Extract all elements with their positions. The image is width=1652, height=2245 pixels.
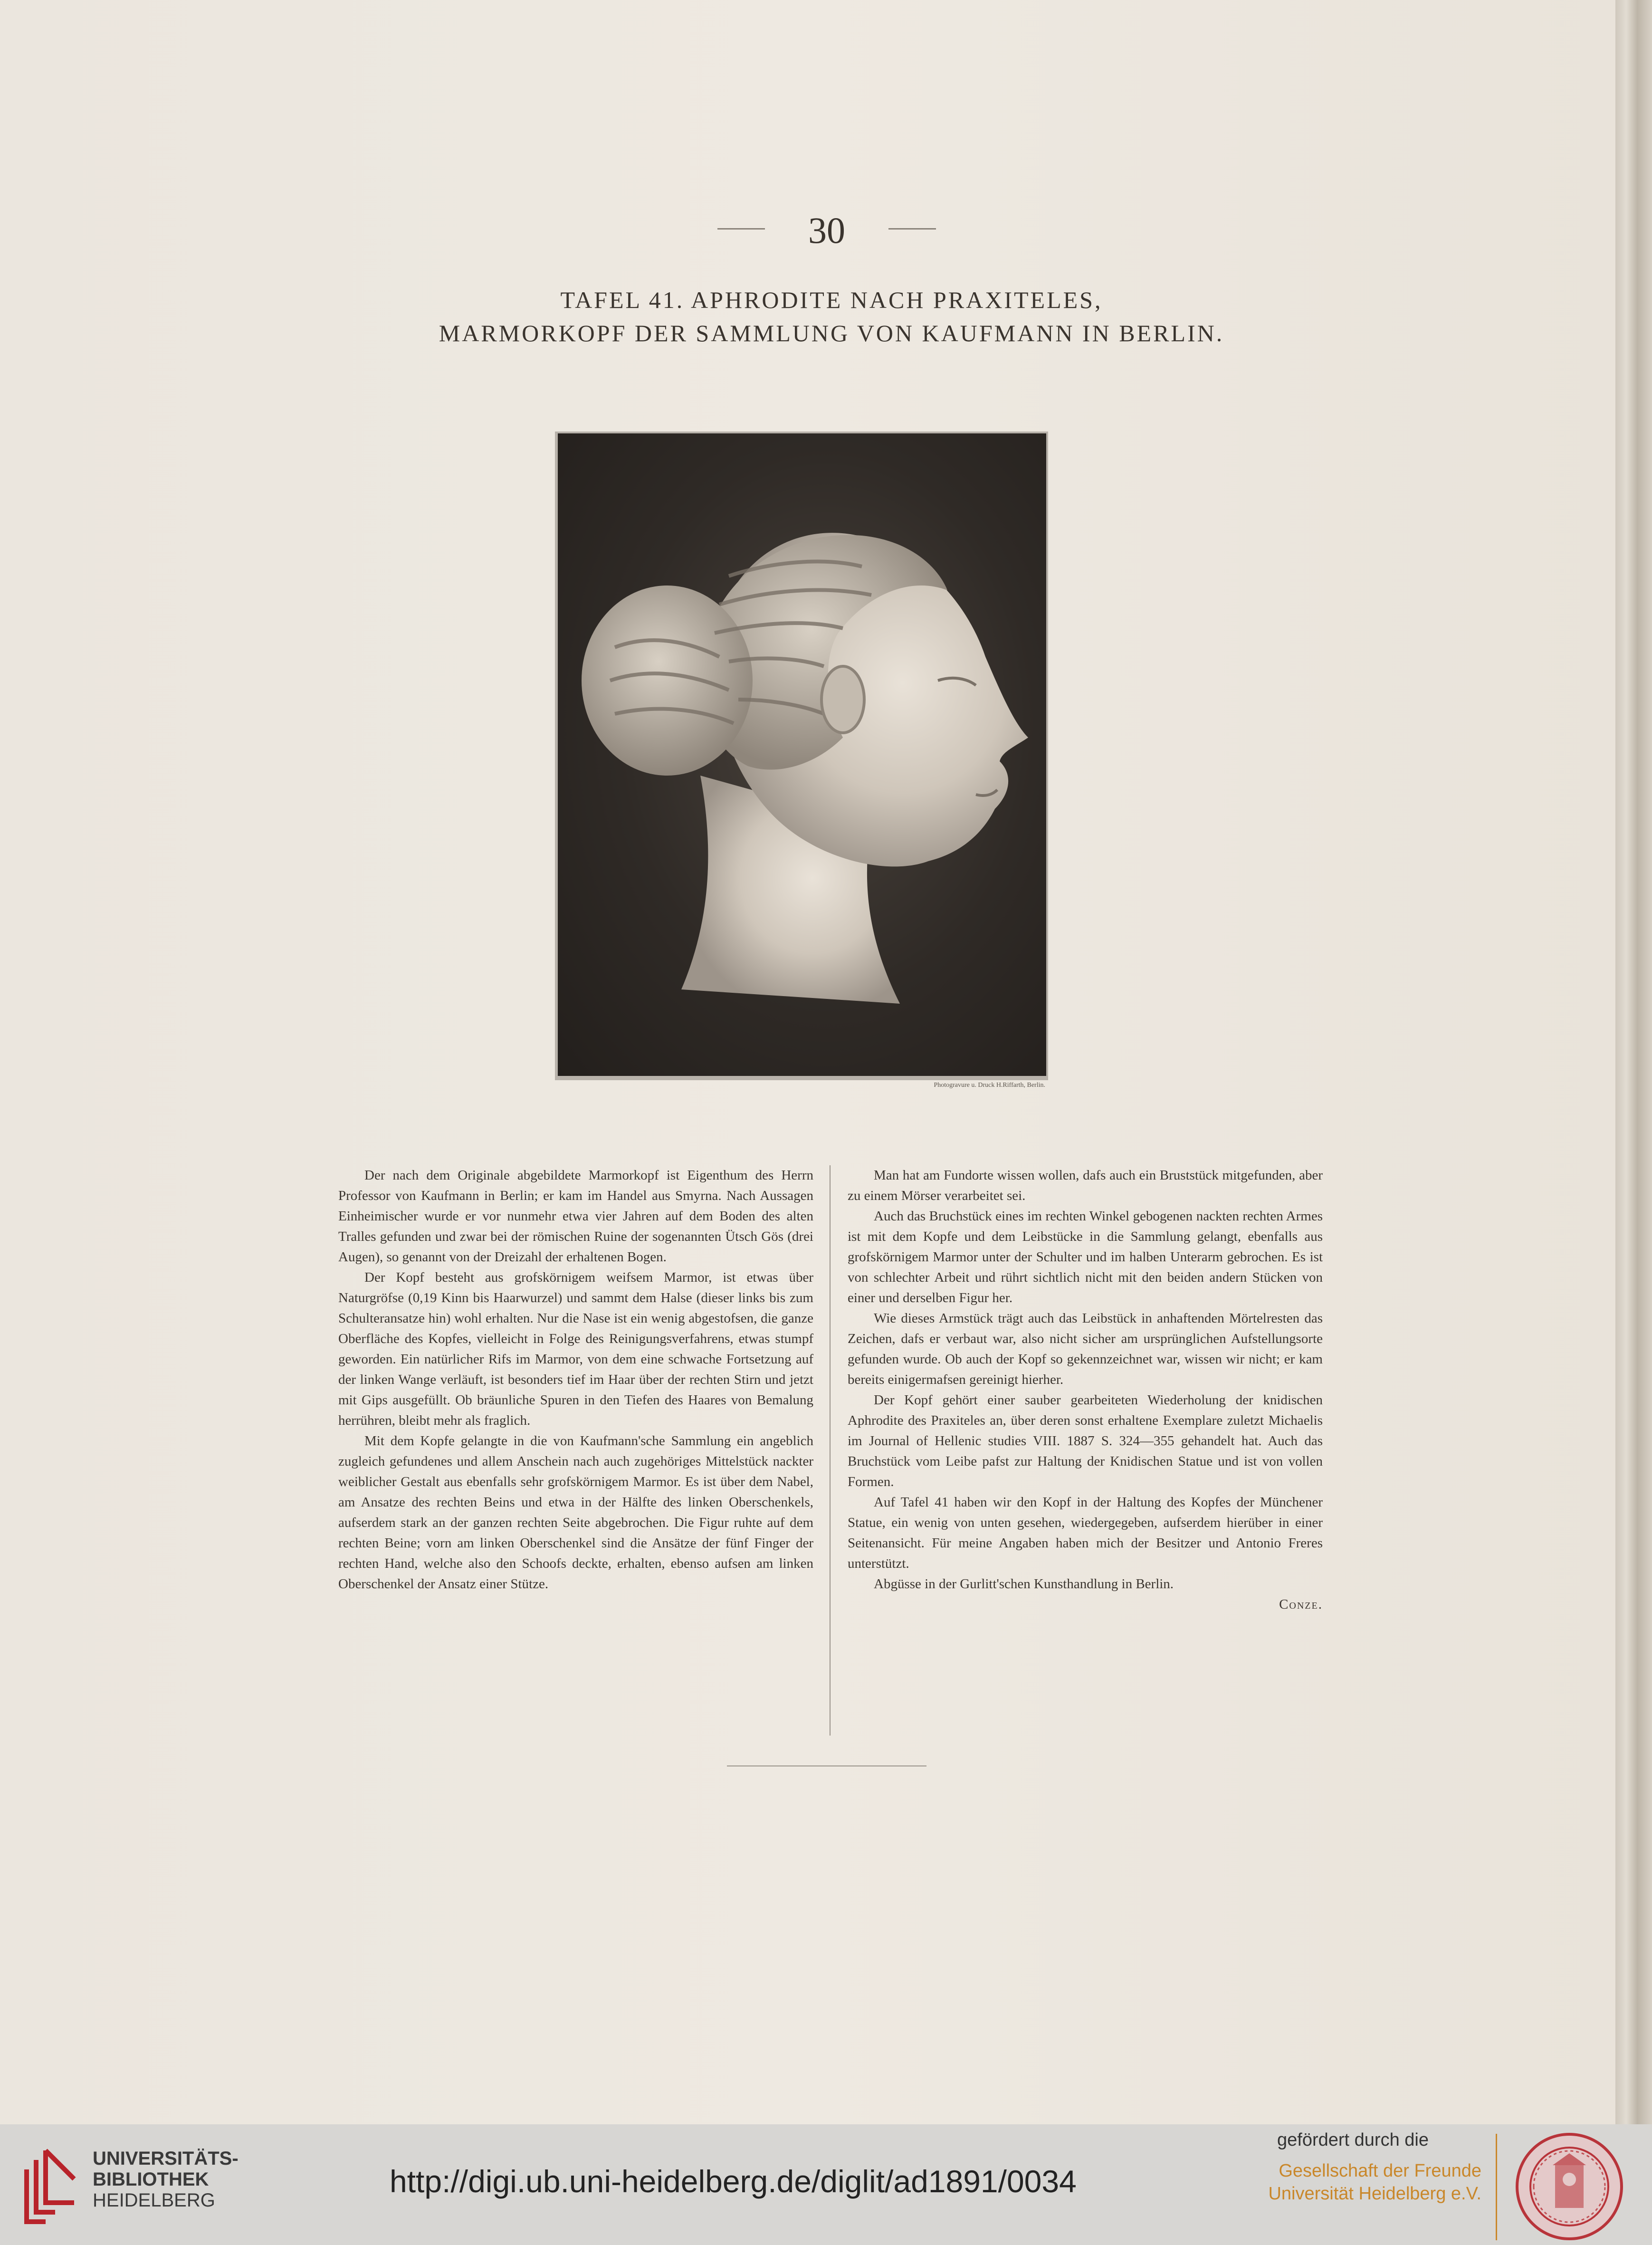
paragraph: Mit dem Kopfe gelangte in die von Kaufmann'sche Sammlung ein angeblich zugleich gefundenes und allem Anschein nach auch zugehöriges Mittelstück nackter weiblicher Gestalt aus ebenfalls sehr grofskörnigem Marmor. Es ist über dem Nabel, am Ansatze des rechten Beins und etwa in der Hälfte des linken Oberschenkels, aufserdem stark an der ganzen rechten Seite abgebrochen. Die Figur ruhte auf dem rechten Beine; vorn am linken Oberschenkel sind die Ansätze der fünf Finger der rechten Hand, welche also den Schoofs deckte, erhalten, ebenso aufsen am linken Oberschenkel der Ansatz einer Stütze. [338,1433,813,1592]
paragraph: Abgüsse in der Gurlitt'schen Kunsthandlung in Berlin. [874,1576,1174,1592]
page-number: 30 [808,210,845,251]
page-number-row [760,209,893,252]
plate-title-line-1: TAFEL 41. APHRODITE NACH PRAXITELES, [560,287,1103,313]
paragraph: Auch das Bruchstück eines im rechten Winkel gebogenen nackten rechten Armes ist mit dem Kopfe und dem Leibstücke in die Sammlung gelangt, ebenfalls aus grofskörnigem Marmor unter der Schulter und im halben Unterarm gebrochen. Es ist von schlechter Arbeit und rührt sichtlich nicht mit den beiden andern Stücken von einer und derselben Figur her. [848,1209,1323,1305]
library-line-1: UNIVERSITÄTS- [93,2148,239,2169]
sponsor-line-1: Gesellschaft der Freunde [1279,2161,1481,2181]
author-signature: Conze. [1279,1597,1323,1612]
column-divider [830,1165,831,1736]
book-page-edge [1615,0,1652,2124]
paragraph: Der Kopf gehört einer sauber gearbeiteten Wiederholung der knidischen Aphrodite des Praxiteles an, über deren sonst erhaltene Exemplare zuletzt Michaelis im Journal of Hellenic studies VIII. 1887 S. 324—355 gehandelt hat. Auch das Bruchstück vom Leibe pafst zur Haltung der Knidischen Statue und ist von vollen Formen. [848,1392,1323,1489]
sponsor-line-2: Universität Heidelberg e.V. [1268,2184,1481,2204]
library-line-3: HEIDELBERG [93,2190,215,2211]
library-line-2: BIBLIOTHEK [93,2169,209,2190]
text-column-right [848,1165,1323,1615]
paragraph: Wie dieses Armstück trägt auch das Leibstück in anhaftenden Mörtelresten das Zeichen, dafs er verbaut war, also nicht sicher am ursprünglichen Aufstellungsorte gefunden wurde. Ob auch der Kopf so gekennzeichnet war, wissen wir nicht; er kam bereits einigermafsen gereinigt hierher. [848,1311,1323,1387]
plate-credit: Photogravure u. Druck H.Riffarth, Berlin. [934,1082,1045,1089]
page-number-rule-right [888,228,936,230]
sponsor-label: gefördert durch die [1277,2130,1429,2150]
paragraph: Man hat am Fundorte wissen wollen, dafs auch ein Bruststück mitgefunden, aber zu einem Mörser verarbeitet sei. [848,1168,1323,1203]
photogravure-plate [558,433,1046,1076]
closing-rule [727,1765,926,1766]
paragraph: Auf Tafel 41 haben wir den Kopf in der Haltung des Kopfes der Münchener Statue, ein wenig von unten gesehen, wiedergegeben, aufserdem hierüber in einer Seitenansicht. Für meine Angaben haben mich der Besitzer und Antonio Freres unterstützt. [848,1495,1323,1571]
page-number-rule-left [717,228,765,230]
marble-head-image [558,433,1046,1076]
sponsor-name[interactable] [1230,2159,1481,2205]
books-logo-icon[interactable] [17,2141,84,2226]
paragraph: Der nach dem Originale abgebildete Marmorkopf ist Eigenthum des Herrn Professor von Kaufmann in Berlin; er kam im Handel aus Smyrna. Nach Aussagen Einheimischer wurde er vor nunmehr etwa vier Jahren auf dem Boden des alten Tralles gefunden und zwar bei der römischen Ruine der sogenannten Ütsch Gös (drei Augen), so genannt von der Dreizahl der erhaltenen Bogen. [338,1168,813,1265]
text-column-left [338,1165,813,1594]
sponsor-divider [1496,2134,1497,2240]
university-seal-icon[interactable] [1515,2132,1624,2241]
permalink-url[interactable]: http://digi.ub.uni-heidelberg.de/diglit/ad1891/0034 [390,2164,1077,2199]
plate-title-line-2: MARMORKOPF DER SAMMLUNG VON KAUFMANN IN BERLIN. [439,320,1224,346]
library-name[interactable] [93,2148,239,2211]
paragraph: Der Kopf besteht aus grofskörnigem weifsem Marmor, ist etwas über Naturgröfse (0,19 Kinn bis Haarwurzel) und sammt dem Halse (dieser links bis zum Schulteransatze hin) wohl erhalten. Nur die Nase ist ein wenig abgestofsen, die ganze Oberfläche des Kopfes, vielleicht in Folge des Reinigungsverfahrens, etwas stumpf geworden. Ein natürlicher Rifs im Marmor, von dem eine schwache Fortsetzung auf der linken Wange verläuft, ist besonders tief im Haar über der rechten Stirn und jetzt mit Gips ausgefüllt. Ob bräunliche Spuren in den Tiefen des Haares von Bemalung herrühren, bleibt mehr als fraglich. [338,1270,813,1428]
